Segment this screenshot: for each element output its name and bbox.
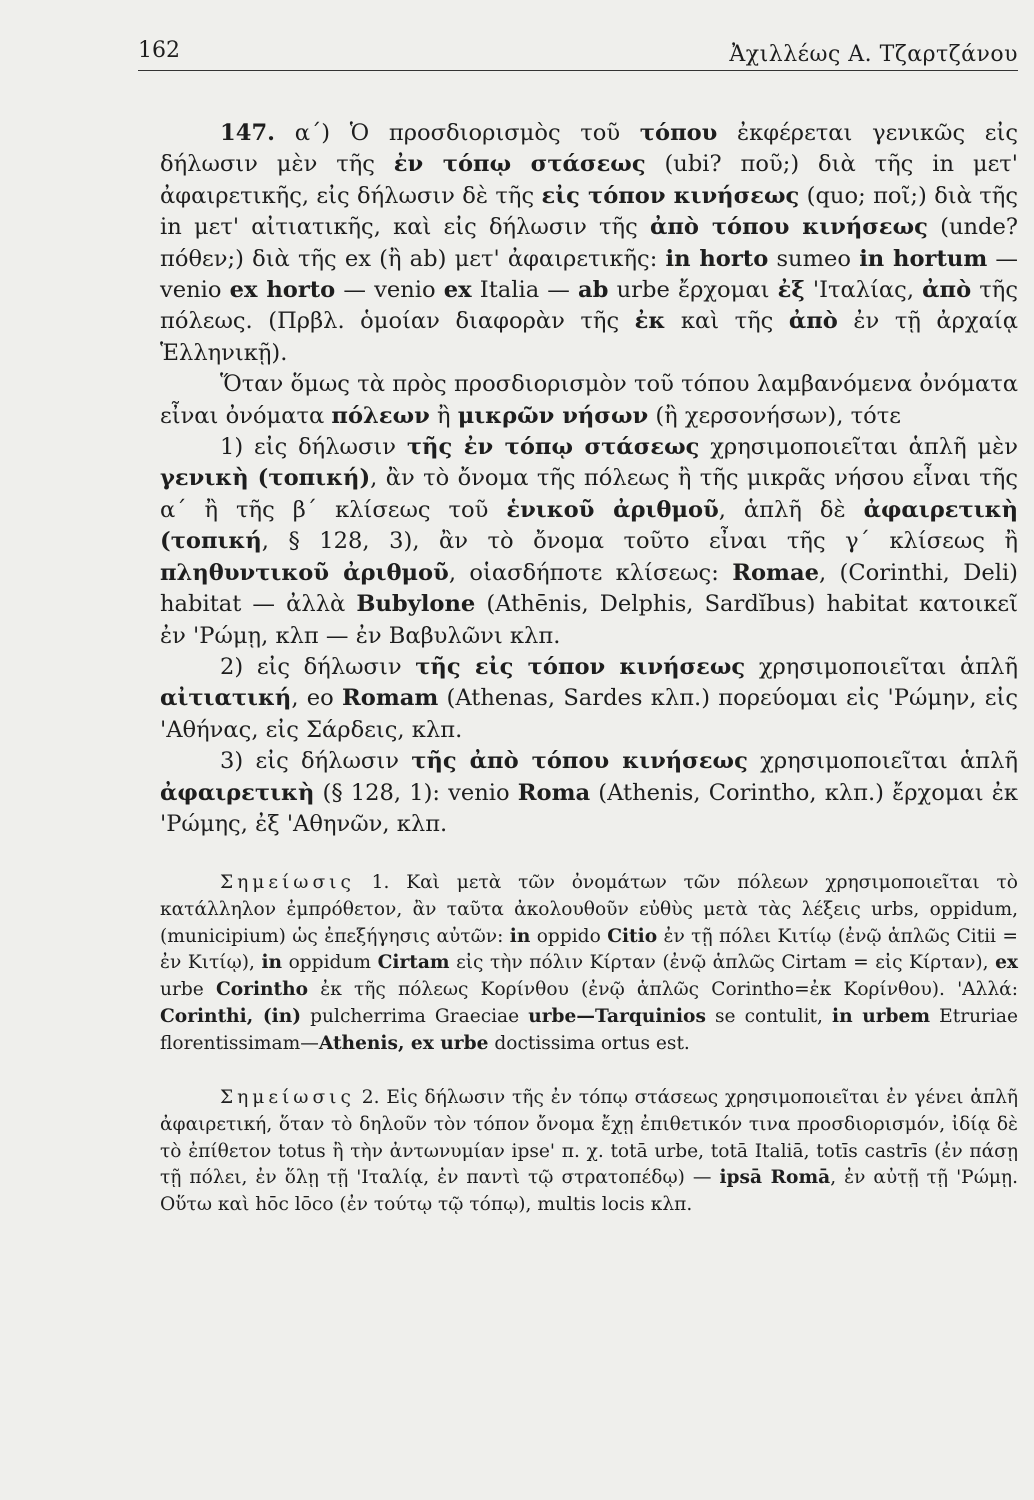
bold-term: τῆς ἀπὸ τόπου κινήσεως bbox=[411, 748, 748, 775]
bold-term: ἀπὸ bbox=[788, 308, 838, 335]
page-header bbox=[138, 30, 1018, 71]
bold-term: urbe—Tarquinios bbox=[528, 1005, 706, 1027]
bold-term: ab bbox=[578, 277, 609, 304]
text-run: — venio bbox=[335, 277, 444, 304]
text-run: 2) εἰς δήλωσιν bbox=[220, 653, 416, 680]
text-run: , οἱασδήποτε κλίσεως: bbox=[448, 559, 733, 586]
text-run: oppido bbox=[530, 925, 608, 947]
text-run: (Athēnis, Delphis, Sardĭbus) habitat κατοικεῖ ἐν 'Ρώμῃ, κλπ — ἐν Βαβυλῶνι κλπ. bbox=[160, 591, 1018, 649]
text-run: ἐν τῇ πόλει Κιτίῳ (ἐνῷ ἁπλῶς Citii = ἐν Κιτίῳ), bbox=[160, 925, 1018, 974]
bold-term: ex bbox=[443, 277, 472, 304]
footnote-2 bbox=[160, 1085, 1018, 1219]
bold-term: Corintho bbox=[215, 979, 309, 1001]
bold-term: Roma bbox=[517, 779, 591, 806]
bold-term: Corinthi, (in) bbox=[160, 1005, 302, 1027]
text-run: Etruriae florentissimam— bbox=[160, 1005, 1018, 1054]
text-run: urbe ἔρχομαι bbox=[608, 277, 778, 304]
bold-term: πληθυντικοῦ ἀριθμοῦ bbox=[160, 559, 449, 586]
text-run: se contulit, bbox=[705, 1005, 833, 1027]
text-run: 2. Εἰς δήλωσιν τῆς ἐν τόπῳ στάσεως χρησιμοποιεῖται ἐν γένει ἁπλῆ ἀφαιρετική, ὅταν τὸ δηλοῦν τὸν τόπον ὄνομα ἔχῃ ἐπιθετικόν τινα προσδιορισμόν, ἰδίᾳ δὲ τὸ ἐπίθετον totus ἢ τὴν ἀντωνυμίαν ipse' π. χ. totā urbe, totā Italiā, totīs castrīs (ἐν πάσῃ τῇ πόλει, ἐν ὅλῃ τῇ 'Ιταλίᾳ, ἐν παντὶ τῷ στρατοπέδῳ) — bbox=[160, 1087, 1018, 1189]
bold-term: γενικὴ (τοπική) bbox=[160, 465, 371, 492]
note-label: Σημείωσις bbox=[220, 1087, 355, 1109]
bold-term: Bubylone bbox=[356, 591, 476, 618]
section-paragraph-2 bbox=[160, 369, 1018, 432]
bold-term: Athenis, ex urbe bbox=[318, 1032, 489, 1054]
text-run: , (Corinthi, Deli) habitat — ἀλλὰ bbox=[160, 559, 1018, 618]
text-run: , § 128, 3), ἂν τὸ ὄνομα τοῦτο εἶναι τῆς γ΄ κλίσεως ἢ bbox=[261, 528, 1018, 555]
bold-term: τόπου bbox=[639, 120, 718, 146]
page-body bbox=[160, 118, 1018, 1219]
bold-term: αἰτιατική bbox=[160, 685, 292, 712]
bold-term: ἑνικοῦ ἀριθμοῦ bbox=[506, 496, 719, 523]
text-run: doctissima ortus est. bbox=[488, 1032, 690, 1054]
bold-term: ex bbox=[995, 952, 1018, 974]
bold-term: in horto bbox=[665, 245, 769, 272]
note-label: Σημείωσις bbox=[220, 872, 355, 894]
bold-term: in bbox=[261, 952, 283, 974]
running-head: Ἀχιλλέως Α. Τζαρτζάνου bbox=[729, 42, 1018, 67]
text-run: (ubi? ποῦ;) διὰ τῆς in μετ' ἀφαιρετικῆς, εἰς δήλωσιν δὲ τῆς bbox=[160, 151, 1018, 209]
bold-term: ἐξ bbox=[777, 277, 805, 304]
text-run: oppidum bbox=[282, 952, 378, 974]
bold-term: Citio bbox=[607, 925, 658, 947]
section-number: 147. bbox=[220, 120, 276, 146]
bold-term: τῆς ἐν τόπῳ στάσεως bbox=[406, 434, 700, 461]
text-run: χρησιμοποιεῖται ἁπλῆ μὲν bbox=[699, 434, 1018, 461]
bold-term: ex horto bbox=[229, 277, 336, 304]
text-run: εἰς τὴν πόλιν Κίρταν (ἐνῷ ἁπλῶς Cirtam = εἰς Κίρταν), bbox=[449, 952, 996, 974]
text-run: , ἐν αὐτῇ τῇ 'Ρώμῃ. Οὕτω καὶ hōc lōco (ἐν τούτῳ τῷ τόπῳ), multis locis κλπ. bbox=[160, 1167, 1018, 1216]
text-run: (ἢ χερσονήσων), τότε bbox=[648, 402, 901, 429]
text-run: χρησιμοποιεῖται ἁπλῆ bbox=[747, 748, 1019, 775]
text-run: pulcherrima Graeciae bbox=[301, 1005, 529, 1027]
text-run: τῆς πόλεως. (Πρβλ. ὁμοίαν διαφορὰν τῆς bbox=[160, 277, 1018, 335]
bold-term: μικρῶν νήσων bbox=[457, 402, 649, 429]
section-paragraph-5 bbox=[160, 746, 1018, 840]
bold-term: εἰς τόπον κινήσεως bbox=[541, 182, 800, 209]
section-paragraph-4 bbox=[160, 652, 1018, 746]
text-run: , eo bbox=[291, 685, 342, 712]
bold-term: ἐν τόπῳ στάσεως bbox=[393, 151, 646, 178]
text-run: (Athenas, Sardes κλπ.) πορεύομαι εἰς 'Ρώμην, εἰς 'Αθήνας, εἰς Σάρδεις, κλπ. bbox=[160, 685, 1018, 743]
text-run: ἐκ τῆς πόλεως Κορίνθου (ἐνῷ ἁπλῶς Corintho=ἐκ Κορίνθου). 'Αλλά: bbox=[308, 979, 1019, 1001]
bold-term: in hortum bbox=[859, 245, 988, 272]
section-paragraph-3 bbox=[160, 432, 1018, 652]
text-run: καὶ τῆς bbox=[665, 308, 789, 335]
text-run: urbe bbox=[160, 979, 216, 1001]
text-run: ἐκφέρεται γενικῶς εἰς δήλωσιν μὲν τῆς bbox=[160, 120, 1018, 178]
bold-term: ἀπὸ τόπου κινήσεως bbox=[649, 214, 928, 241]
bold-term: Romae bbox=[732, 559, 819, 586]
bold-term: in bbox=[509, 925, 531, 947]
text-run: (§ 128, 1): venio bbox=[314, 779, 518, 806]
text-run: Italia — bbox=[471, 277, 579, 304]
text-run: 1. Καὶ μετὰ τῶν ὀνομάτων τῶν πόλεων χρησιμοποιεῖται τὸ κατάλληλον ἐμπρόθετον, ἂν ταῦτα ἀκολουθοῦν εὐθὺς μετὰ τὰς λέξεις urbs, oppidum, (municipium) ὡς ἐπεξήγησις αὐτῶν: bbox=[160, 872, 1018, 947]
text-run: 'Ιταλίας, bbox=[804, 277, 923, 304]
section-paragraph-1 bbox=[160, 118, 1018, 369]
text-run: ἢ bbox=[429, 402, 458, 429]
bold-term: ἀφαιρετικὴ (τοπική bbox=[160, 496, 1018, 555]
text-run: (unde? πόθεν;) διὰ τῆς ex (ἢ ab) μετ' ἀφαιρετικῆς: bbox=[160, 214, 1018, 272]
bold-term: ἐκ bbox=[634, 308, 666, 335]
text-run: , ἂν τὸ ὄνομα τῆς πόλεως ἢ τῆς μικρᾶς νήσου εἶναι τῆς α΄ ἢ τῆς β΄ κλίσεως τοῦ bbox=[160, 465, 1018, 523]
bold-term: ipsā Romā bbox=[719, 1167, 831, 1189]
text-run: ἐν τῇ ἀρχαίᾳ Ἑλληνικῇ). bbox=[160, 308, 1018, 366]
bold-term: in urbem bbox=[832, 1005, 931, 1027]
text-run: sumeo bbox=[768, 245, 860, 272]
text-run: 3) εἰς δήλωσιν bbox=[220, 748, 412, 775]
page-number: 162 bbox=[138, 38, 180, 63]
text-run: (quo; ποῖ;) διὰ τῆς in μετ' αἰτιατικῆς, καὶ εἰς δήλωσιν τῆς bbox=[160, 182, 1018, 241]
text-run: — venio bbox=[160, 245, 1019, 304]
text-run: χρησιμοποιεῖται ἁπλῆ bbox=[745, 653, 1018, 680]
text-run: Ὅταν ὅμως τὰ πρὸς προσδιορισμὸν τοῦ τόπου λαμβανόμενα ὀνόματα εἶναι ὀνόματα bbox=[160, 371, 1018, 429]
bold-term: Romam bbox=[342, 685, 439, 712]
bold-term: τῆς εἰς τόπον κινήσεως bbox=[415, 653, 746, 680]
footnote-1 bbox=[160, 870, 1018, 1057]
text-run: , ἁπλῆ δὲ bbox=[718, 496, 864, 523]
bold-term: πόλεων bbox=[331, 402, 430, 429]
text-run: α΄) Ὁ προσδιορισμὸς τοῦ bbox=[294, 120, 640, 146]
bold-term: ἀφαιρετικὴ bbox=[160, 779, 315, 806]
bold-term: Cirtam bbox=[377, 952, 450, 974]
bold-term: ἀπὸ bbox=[922, 277, 972, 304]
text-run: (Athenis, Corintho, κλπ.) ἔρχομαι ἐκ 'Ρώμης, ἐξ 'Αθηνῶν, κλπ. bbox=[160, 779, 1018, 837]
text-run: 1) εἰς δήλωσιν bbox=[220, 434, 407, 461]
